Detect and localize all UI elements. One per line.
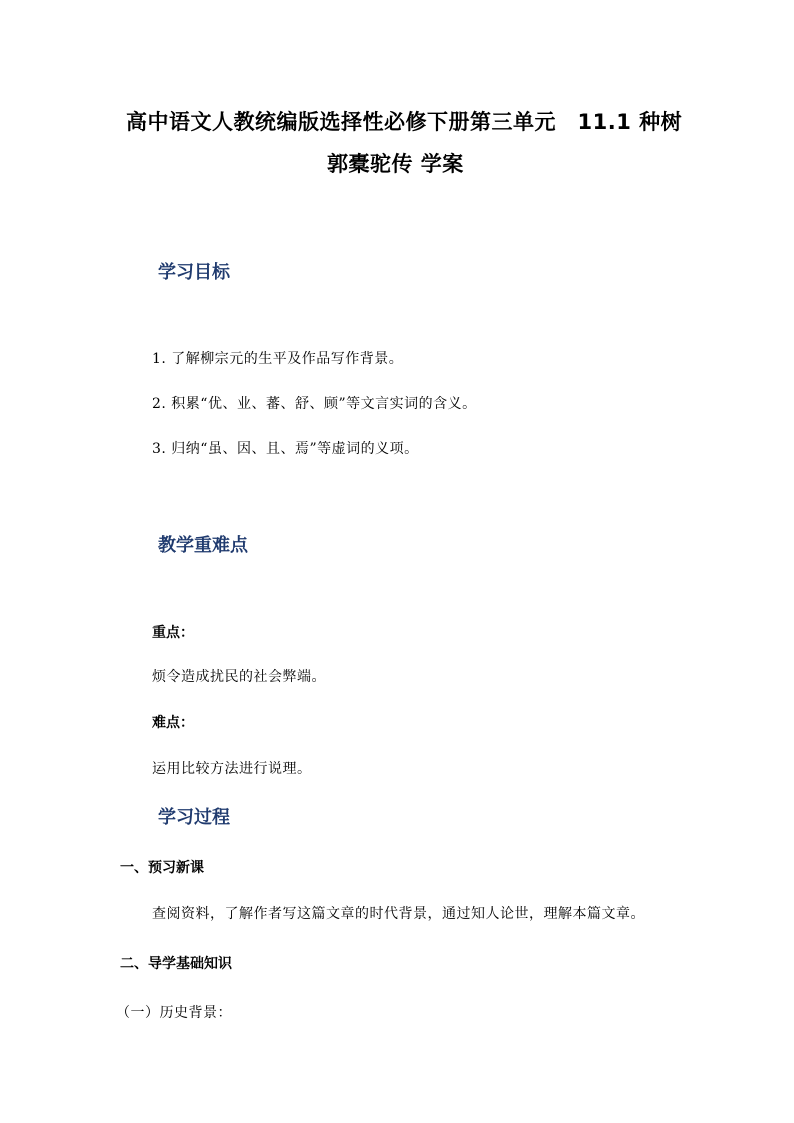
section-1-text: 查阅资料，了解作者写这篇文章的时代背景，通过知人论世，理解本篇文章。 bbox=[152, 906, 645, 922]
section-2-label: 二、导学基础知识 bbox=[120, 956, 232, 972]
subsection-1-label: （一）历史背景： bbox=[116, 1005, 232, 1021]
document-title-line-1: 高中语文人教统编版选择性必修下册第三单元 11.1 种树 bbox=[126, 110, 683, 134]
document-title-line-2: 郭橐驼传 学案 bbox=[327, 152, 464, 176]
key-points-heading: 教学重难点 bbox=[158, 535, 248, 556]
objective-item-3: 3. 归纳“虽、因、且、焉”等虚词的义项。 bbox=[152, 441, 419, 457]
focus-text: 烦令造成扰民的社会弊端。 bbox=[152, 669, 326, 685]
difficulty-text: 运用比较方法进行说理。 bbox=[152, 761, 312, 777]
focus-label: 重点： bbox=[152, 625, 194, 641]
objective-item-2: 2. 积累“优、业、蕃、舒、顾”等文言实词的含义。 bbox=[152, 396, 477, 412]
process-heading: 学习过程 bbox=[158, 807, 230, 828]
difficulty-label: 难点： bbox=[152, 715, 194, 731]
objective-item-1: 1. 了解柳宗元的生平及作品写作背景。 bbox=[152, 351, 404, 367]
section-1-label: 一、预习新课 bbox=[120, 860, 204, 876]
objectives-heading: 学习目标 bbox=[158, 262, 230, 283]
